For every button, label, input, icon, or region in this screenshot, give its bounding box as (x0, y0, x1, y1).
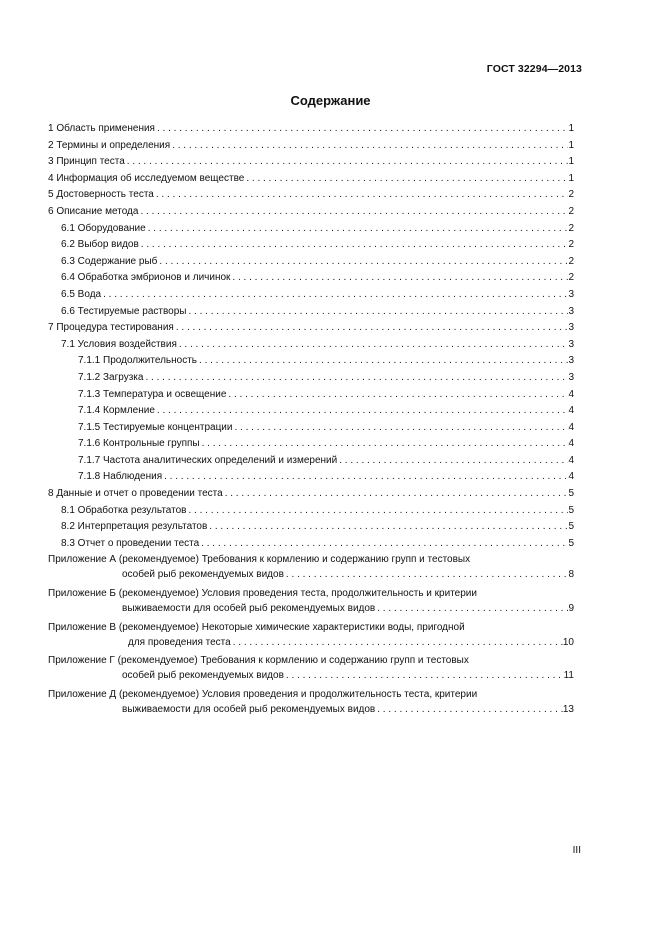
toc-entry-page: 9 (568, 603, 574, 615)
toc-leader-dots (157, 254, 568, 271)
toc-entry[interactable] (48, 138, 574, 155)
toc-leader-dots (223, 486, 569, 503)
toc-leader-dots (125, 154, 569, 171)
toc-entry-label: 7.1.4 Кормление (78, 405, 155, 417)
toc-entry-page: 3 (568, 305, 574, 317)
toc-appendix-entry[interactable] (48, 586, 574, 618)
toc-appendix-entry[interactable] (48, 687, 574, 719)
appendix-title-line: Приложение Д (рекомендуемое) Условия проведения и продолжительность теста, критерии (48, 688, 478, 700)
toc-appendix-entry[interactable] (48, 552, 574, 584)
toc-entry-label: 7.1.5 Тестируемые концентрации (78, 421, 233, 433)
toc-entry-label: 7.1.2 Загрузка (78, 371, 144, 383)
toc-entry[interactable] (48, 204, 574, 221)
toc-entry-page: 5 (568, 537, 574, 549)
toc-leader-dots (143, 370, 568, 387)
toc-leader-dots (226, 387, 568, 404)
toc-entry-page: 3 (568, 371, 574, 383)
appendix-title-line: Приложение Б (рекомендуемое) Условия проведения теста, продолжительность и критерии (48, 588, 477, 600)
toc-leader-dots (232, 420, 568, 437)
toc-entry-label: 7.1.8 Наблюдения (78, 471, 163, 483)
toc-entry[interactable] (48, 403, 574, 420)
toc-entry[interactable] (48, 320, 574, 337)
toc-entry-label: 3 Принцип теста (48, 156, 125, 168)
toc-entry-page: 4 (568, 438, 574, 450)
toc-entry-label: 5 Достоверность теста (48, 189, 154, 201)
toc-entry[interactable] (48, 121, 574, 138)
toc-leader-dots (197, 353, 568, 370)
toc-entry[interactable] (48, 519, 574, 536)
toc-leader-dots (154, 187, 569, 204)
toc-entry-label: 2 Термины и определения (48, 139, 171, 151)
appendix-continuation (48, 668, 574, 685)
toc-entry-label: 7.1 Условия воздействия (61, 338, 177, 350)
appendix-title-continuation: выживаемости для особей рыб рекомендуемых видов (122, 703, 376, 715)
appendix-continuation (48, 635, 574, 652)
toc-entry[interactable] (48, 486, 574, 503)
toc-leader-dots (244, 171, 568, 188)
toc-entry-page: 3 (568, 338, 574, 350)
toc-entry[interactable] (48, 221, 574, 238)
toc-entry-page: 2 (568, 255, 574, 267)
toc-entry[interactable] (48, 154, 574, 171)
toc-entry-label: 4 Информация об исследуемом веществе (48, 172, 245, 184)
toc-entry[interactable] (48, 237, 574, 254)
toc-leader-dots (231, 635, 563, 652)
toc-entry-label: 8.2 Интерпретация результатов (61, 521, 208, 533)
toc-appendix-entry[interactable] (48, 653, 574, 685)
toc-entry-label: 6.1 Оборудование (61, 222, 146, 234)
toc-entry-page: 4 (568, 421, 574, 433)
toc-entry-page: 2 (568, 272, 574, 284)
toc-entry-page: 3 (568, 355, 574, 367)
toc-entry[interactable] (48, 370, 574, 387)
appendix-title-continuation: особей рыб рекомендуемых видов (122, 670, 284, 682)
appendix-title-continuation: для проведения теста (128, 636, 231, 648)
toc-entry-label: 7 Процедура тестирования (48, 322, 174, 334)
toc-leader-dots (177, 337, 569, 354)
toc-entry[interactable] (48, 270, 574, 287)
appendix-title-continuation: особей рыб рекомендуемых видов (122, 569, 284, 581)
toc-entry-page: 2 (568, 189, 574, 201)
toc-entry-page: 8 (568, 569, 574, 581)
toc-entry-label: 8.1 Обработка результатов (61, 504, 187, 516)
toc-leader-dots (155, 121, 568, 138)
toc-entry-page: 5 (568, 521, 574, 533)
appendix-title-line: Приложение В (рекомендуемое) Некоторые химические характеристики воды, пригодной (48, 621, 465, 633)
toc-entry-label: 6.6 Тестируемые растворы (61, 305, 187, 317)
toc-leader-dots (375, 702, 563, 719)
toc-leader-dots (186, 304, 568, 321)
toc-leader-dots (337, 453, 568, 470)
document-id: ГОСТ 32294—2013 (486, 63, 582, 75)
toc-leader-dots (174, 320, 569, 337)
toc-entry-label: 6 Описание метода (48, 205, 139, 217)
toc-entry[interactable] (48, 420, 574, 437)
toc-entry-page: 13 (562, 703, 574, 715)
toc-entry-label: 8 Данные и отчет о проведении теста (48, 488, 223, 500)
toc-entry-page: 5 (568, 504, 574, 516)
toc-leader-dots (170, 138, 568, 155)
toc-leader-dots (284, 668, 564, 685)
appendix-continuation (48, 601, 574, 618)
toc-entry-page: 1 (568, 139, 574, 151)
toc-entry-page: 2 (568, 239, 574, 251)
toc-entry-label: 6.4 Обработка эмбрионов и личинок (61, 272, 231, 284)
toc-entry-label: 7.1.1 Продолжительность (78, 355, 198, 367)
toc-entry-page: 4 (568, 388, 574, 400)
toc-leader-dots (186, 503, 568, 520)
page-number: III (572, 845, 581, 856)
toc-leader-dots (230, 270, 568, 287)
toc-entry[interactable] (48, 287, 574, 304)
appendix-title-line: Приложение Г (рекомендуемое) Требования к кормлению и содержанию групп и тестовых (48, 655, 469, 667)
appendix-title-line: Приложение А (рекомендуемое) Требования к кормлению и содержанию групп и тестовых (48, 554, 471, 566)
toc-leader-dots (146, 221, 569, 238)
toc-entry-page: 4 (568, 454, 574, 466)
toc-leader-dots (101, 287, 568, 304)
toc-leader-dots (162, 469, 568, 486)
toc-entry-label: 8.3 Отчет о проведении теста (61, 537, 200, 549)
toc-entry-page: 4 (568, 405, 574, 417)
toc-entry-label: 6.5 Вода (61, 288, 102, 300)
toc-entry[interactable] (48, 254, 574, 271)
toc-entry-label: 6.3 Содержание рыб (61, 255, 158, 267)
toc-entry-label: 7.1.6 Контрольные группы (78, 438, 200, 450)
toc-entry[interactable] (48, 436, 574, 453)
toc-entry-page: 5 (568, 488, 574, 500)
toc-appendix-entry[interactable] (48, 620, 574, 652)
toc-leader-dots (138, 204, 568, 221)
toc-entry-page: 1 (568, 156, 574, 168)
toc-entry-page: 1 (568, 172, 574, 184)
toc-entry-label: 7.1.7 Частота аналитических определений и измерений (78, 454, 338, 466)
toc-entry[interactable] (48, 503, 574, 520)
toc-entry-page: 3 (568, 322, 574, 334)
toc-entry[interactable] (48, 536, 574, 553)
toc-entry-label: 7.1.3 Температура и освещение (78, 388, 227, 400)
appendix-continuation (48, 567, 574, 584)
toc-entry-label: 1 Область применения (48, 123, 155, 134)
toc-leader-dots (284, 567, 569, 584)
toc-entry[interactable] (48, 304, 574, 321)
toc-entry-page: 2 (568, 205, 574, 217)
toc-entry-page: 11 (563, 670, 574, 682)
toc-leader-dots (199, 536, 568, 553)
toc-entry[interactable] (48, 353, 574, 370)
toc-entry-page: 1 (568, 123, 574, 134)
toc-leader-dots (200, 436, 569, 453)
toc-leader-dots (155, 403, 569, 420)
toc-leader-dots (139, 237, 569, 254)
toc-entry[interactable] (48, 171, 574, 188)
toc-entry-page: 3 (568, 288, 574, 300)
appendix-title-continuation: выживаемости для особей рыб рекомендуемых видов (122, 603, 376, 615)
toc-entry[interactable] (48, 187, 574, 204)
toc-entry-page: 2 (568, 222, 574, 234)
toc-leader-dots (375, 601, 568, 618)
appendix-continuation (48, 702, 574, 719)
toc-entry[interactable] (48, 387, 574, 404)
toc-entry[interactable] (48, 469, 574, 486)
page-title: Содержание (290, 93, 371, 108)
toc-leader-dots (207, 519, 568, 536)
table-of-contents (48, 121, 574, 720)
toc-entry-label: 6.2 Выбор видов (61, 239, 139, 251)
toc-entry[interactable] (48, 337, 574, 354)
toc-entry-page: 10 (562, 636, 574, 648)
toc-entry-page: 4 (568, 471, 574, 483)
toc-entry[interactable] (48, 453, 574, 470)
